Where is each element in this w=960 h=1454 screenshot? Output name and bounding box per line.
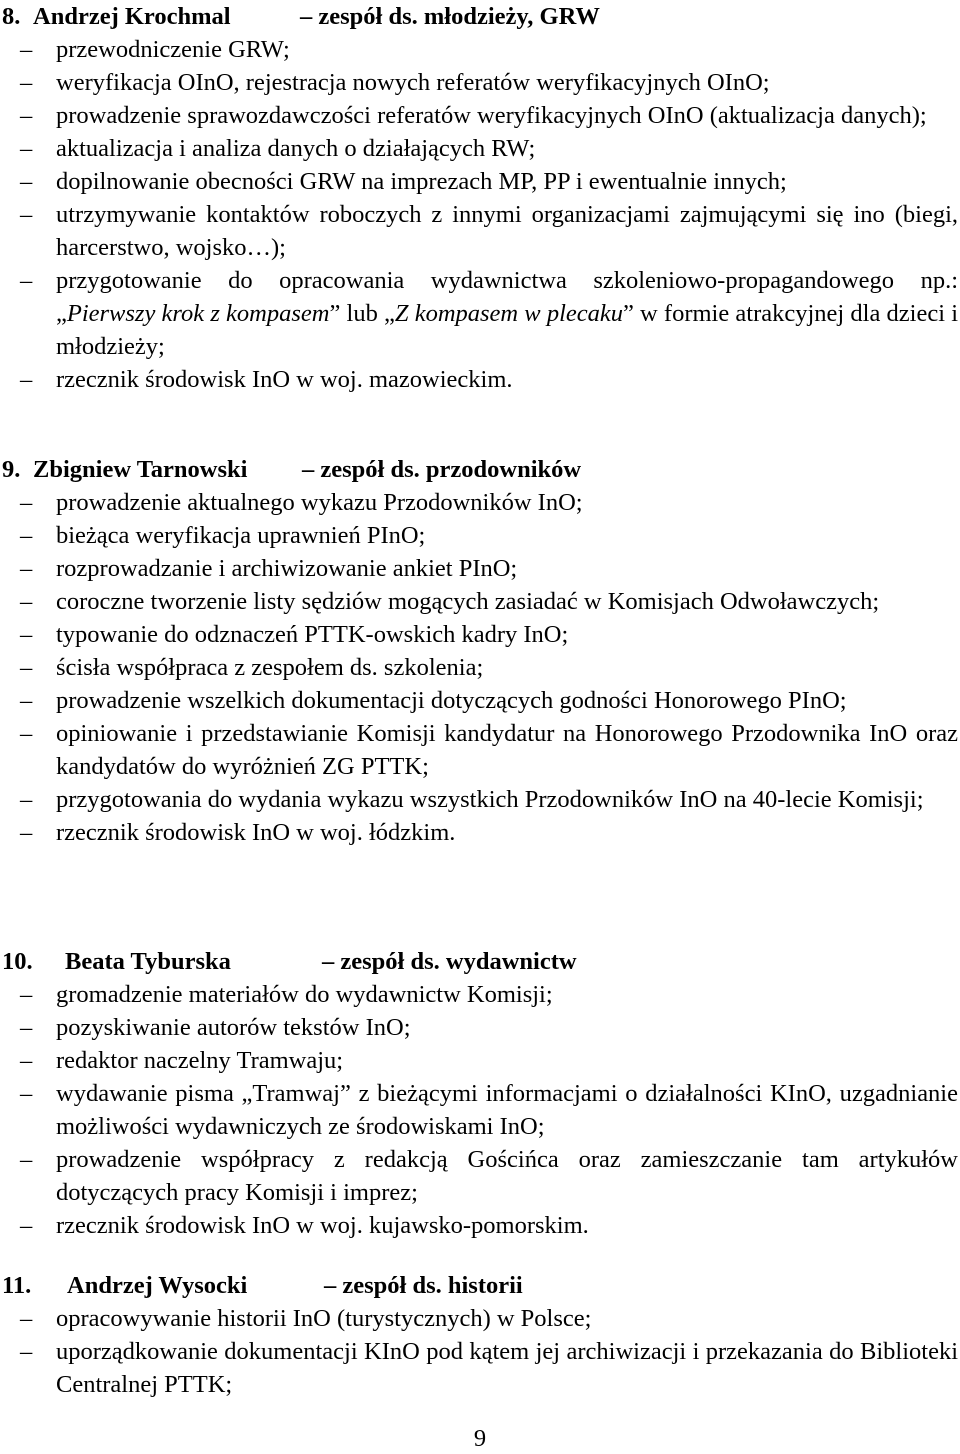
task-item: – rzecznik środowisk InO w woj. mazowieckim. [0, 363, 960, 396]
dash: – [20, 720, 33, 747]
dash: – [20, 1047, 33, 1074]
dash: – [20, 687, 33, 714]
dash: – [20, 267, 33, 294]
team-name: – zespół ds. wydawnictw [322, 948, 577, 975]
dash: – [20, 366, 33, 393]
task-item: – opiniowanie i przedstawianie Komisji kandydatur na Honorowego Przodownika InO oraz kandydatów do wyróżnień ZG PTTK; [0, 717, 960, 783]
task-item: – ścisła współpraca z zespołem ds. szkolenia; [0, 651, 960, 684]
dash: – [20, 102, 33, 129]
section-heading [0, 0, 960, 33]
section-heading [0, 1269, 960, 1302]
person-name: Beata Tyburska [65, 948, 231, 975]
task-item: – prowadzenie sprawozdawczości referatów weryfikacyjnych OInO (aktualizacja danych); [0, 99, 960, 132]
dash: – [20, 555, 33, 582]
task-item: – przewodniczenie GRW; [0, 33, 960, 66]
task-item: – dopilnowanie obecności GRW na imprezach MP, PP i ewentualnie innych; [0, 165, 960, 198]
page-number: 9 [473, 1425, 487, 1452]
dash: – [20, 1338, 33, 1365]
person-name: Andrzej Wysocki [67, 1272, 248, 1299]
section-number: 11. [2, 1272, 32, 1299]
section-10 [0, 945, 960, 1242]
task-list [0, 33, 960, 396]
dash: – [20, 135, 33, 162]
dash: – [20, 654, 33, 681]
dash: – [20, 786, 33, 813]
dash: – [20, 621, 33, 648]
dash: – [20, 522, 33, 549]
task-item: – prowadzenie współpracy z redakcją Gościńca oraz zamieszczanie tam artykułów dotyczących pracy Komisji i imprez; [0, 1143, 960, 1209]
task-item: – pozyskiwanie autorów tekstów InO; [0, 1011, 960, 1044]
person-name: Andrzej Krochmal [33, 3, 231, 30]
person-name: Zbigniew Tarnowski [33, 456, 248, 483]
section-9 [0, 453, 960, 849]
dash: – [20, 168, 33, 195]
task-item: – aktualizacja i analiza danych o działających RW; [0, 132, 960, 165]
team-name: – zespół ds. przodowników [302, 456, 582, 483]
task-list [0, 978, 960, 1242]
dash: – [20, 1080, 33, 1107]
section-number: 10. [2, 948, 33, 975]
task-item: – rzecznik środowisk InO w woj. łódzkim. [0, 816, 960, 849]
task-item: – coroczne tworzenie listy sędziów mogących zasiadać w Komisjach Odwoławczych; [0, 585, 960, 618]
task-item: – bieżąca weryfikacja uprawnień PInO; [0, 519, 960, 552]
dash: – [20, 1014, 33, 1041]
task-item: – uporządkowanie dokumentacji KInO pod kątem jej archiwizacji i przekazania do Biblioteki Centralnej PTTK; [0, 1335, 960, 1401]
task-item: – rozprowadzanie i archiwizowanie ankiet PInO; [0, 552, 960, 585]
section-number: 8. [2, 3, 21, 30]
team-name: – zespół ds. młodzieży, GRW [300, 3, 600, 30]
task-item: – typowanie do odznaczeń PTTK-owskich kadry InO; [0, 618, 960, 651]
task-list [0, 486, 960, 849]
dash: – [20, 981, 33, 1008]
task-item: – wydawanie pisma „Tramwaj” z bieżącymi informacjami o działalności KInO, uzgadnianie możliwości wydawniczych ze środowiskami InO; [0, 1077, 960, 1143]
dash: – [20, 201, 33, 228]
task-list [0, 1302, 960, 1401]
section-heading [0, 453, 960, 486]
section-11 [0, 1269, 960, 1401]
task-item: – prowadzenie aktualnego wykazu Przodowników InO; [0, 486, 960, 519]
dash: – [20, 588, 33, 615]
task-item: – rzecznik środowisk InO w woj. kujawsko-pomorskim. [0, 1209, 960, 1242]
task-item: – utrzymywanie kontaktów roboczych z innymi organizacjami zajmującymi się ino (biegi, harcerstwo, wojsko…); [0, 198, 960, 264]
dash: – [20, 1305, 33, 1332]
dash: – [20, 69, 33, 96]
section-number: 9. [2, 456, 21, 483]
task-item: – weryfikacja OInO, rejestracja nowych referatów weryfikacyjnych OInO; [0, 66, 960, 99]
task-item: – redaktor naczelny Tramwaju; [0, 1044, 960, 1077]
task-item: – przygotowanie do opracowania wydawnictwa szkoleniowo-propagandowego np.: „Pierwszy krok z kompasem” lub „Z kompasem w plecaku” w formie atrakcyjnej dla dzieci i młodzieży; [0, 264, 960, 363]
section-heading [0, 945, 960, 978]
section-8 [0, 0, 960, 396]
task-item: – przygotowania do wydania wykazu wszystkich Przodowników InO na 40-lecie Komisji; [0, 783, 960, 816]
dash: – [20, 1146, 33, 1173]
task-item: – opracowywanie historii InO (turystycznych) w Polsce; [0, 1302, 960, 1335]
task-item: – gromadzenie materiałów do wydawnictw Komisji; [0, 978, 960, 1011]
task-item: – prowadzenie wszelkich dokumentacji dotyczących godności Honorowego PInO; [0, 684, 960, 717]
dash: – [20, 489, 33, 516]
dash: – [20, 819, 33, 846]
team-name: – zespół ds. historii [324, 1272, 523, 1299]
dash: – [20, 1212, 33, 1239]
dash: – [20, 36, 33, 63]
